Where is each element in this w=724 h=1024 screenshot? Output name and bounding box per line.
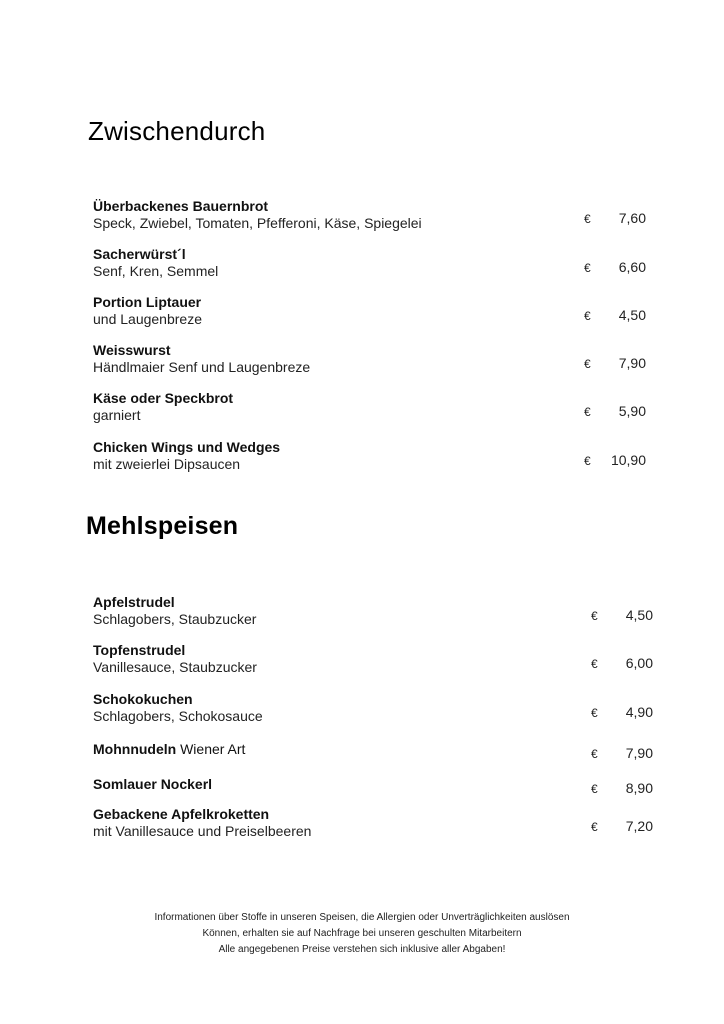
item-name: Somlauer Nockerl bbox=[93, 776, 213, 792]
item-name: Überbackenes Bauernbrot bbox=[93, 198, 269, 214]
menu-item bbox=[93, 198, 653, 232]
menu-item bbox=[93, 246, 653, 280]
price-amount: 7,20 bbox=[625, 818, 653, 834]
price-amount: 5,90 bbox=[618, 403, 646, 419]
footer-line: Können, erhalten sie auf Nachfrage bei unseren geschulten Mitarbeitern bbox=[202, 928, 522, 939]
item-price bbox=[591, 745, 653, 763]
item-price bbox=[584, 452, 646, 470]
item-description: Schlagobers, Schokosauce bbox=[93, 708, 263, 724]
currency-symbol: € bbox=[584, 454, 591, 468]
price-amount: 7,60 bbox=[618, 210, 646, 226]
item-price bbox=[584, 355, 646, 373]
menu-item bbox=[93, 691, 653, 725]
item-name: Portion Liptauer bbox=[93, 294, 202, 310]
allergen-footer bbox=[0, 910, 724, 958]
item-description: Speck, Zwiebel, Tomaten, Pfefferoni, Käse, Spiegelei bbox=[93, 215, 422, 231]
price-amount: 6,60 bbox=[618, 259, 646, 275]
currency-symbol: € bbox=[591, 747, 598, 761]
currency-symbol: € bbox=[591, 609, 598, 623]
item-inline-description: Wiener Art bbox=[180, 741, 246, 757]
menu-item bbox=[93, 806, 653, 840]
currency-symbol: € bbox=[591, 820, 598, 834]
menu-item bbox=[93, 594, 653, 628]
price-amount: 7,90 bbox=[625, 745, 653, 761]
menu-item bbox=[93, 439, 653, 473]
item-description: und Laugenbreze bbox=[93, 311, 202, 327]
currency-symbol: € bbox=[584, 261, 591, 275]
item-description: mit Vanillesauce und Preiselbeeren bbox=[93, 823, 312, 839]
item-description: Senf, Kren, Semmel bbox=[93, 263, 219, 279]
currency-symbol: € bbox=[591, 782, 598, 796]
item-price bbox=[584, 307, 646, 325]
item-name: Weisswurst bbox=[93, 342, 171, 358]
price-amount: 6,00 bbox=[625, 655, 653, 671]
item-description: Händlmaier Senf und Laugenbreze bbox=[93, 359, 311, 375]
price-amount: 10,90 bbox=[610, 452, 646, 468]
section-title-mehlspeisen: Mehlspeisen bbox=[86, 512, 239, 540]
currency-symbol: € bbox=[584, 405, 591, 419]
currency-symbol: € bbox=[584, 357, 591, 371]
item-name: Schokokuchen bbox=[93, 691, 193, 707]
item-price bbox=[584, 259, 646, 277]
menu-item bbox=[93, 294, 653, 328]
item-description: mit zweierlei Dipsaucen bbox=[93, 456, 241, 472]
menu-item bbox=[93, 741, 653, 758]
menu-item bbox=[93, 342, 653, 376]
item-price bbox=[591, 818, 653, 836]
currency-symbol: € bbox=[584, 212, 591, 226]
currency-symbol: € bbox=[584, 309, 591, 323]
item-name: Sacherwürst´l bbox=[93, 246, 186, 262]
price-amount: 8,90 bbox=[625, 780, 653, 796]
item-description: Schlagobers, Staubzucker bbox=[93, 611, 257, 627]
item-description: garniert bbox=[93, 407, 141, 423]
menu-item bbox=[93, 776, 653, 793]
item-name-text: Mohnnudeln bbox=[93, 741, 177, 757]
price-amount: 7,90 bbox=[618, 355, 646, 371]
item-name: Chicken Wings und Wedges bbox=[93, 439, 281, 455]
price-amount: 4,50 bbox=[618, 307, 646, 323]
footer-line: Alle angegebenen Preise verstehen sich inklusive aller Abgaben! bbox=[218, 944, 506, 955]
item-name: Gebackene Apfelkroketten bbox=[93, 806, 270, 822]
menu-item bbox=[93, 642, 653, 676]
section-title-zwischendurch: Zwischendurch bbox=[88, 116, 266, 146]
item-price bbox=[591, 655, 653, 673]
currency-symbol: € bbox=[591, 706, 598, 720]
item-price bbox=[591, 607, 653, 625]
currency-symbol: € bbox=[591, 657, 598, 671]
item-price bbox=[584, 403, 646, 421]
item-name: Apfelstrudel bbox=[93, 594, 175, 610]
item-description: Vanillesauce, Staubzucker bbox=[93, 659, 257, 675]
item-name bbox=[93, 741, 653, 758]
price-amount: 4,90 bbox=[625, 704, 653, 720]
menu-item bbox=[93, 390, 653, 424]
item-price bbox=[591, 780, 653, 798]
price-amount: 4,50 bbox=[625, 607, 653, 623]
item-price bbox=[584, 210, 646, 228]
item-name: Käse oder Speckbrot bbox=[93, 390, 234, 406]
footer-line: Informationen über Stoffe in unseren Speisen, die Allergien oder Unverträglichkeiten auslösen bbox=[154, 912, 570, 923]
item-name: Topfenstrudel bbox=[93, 642, 186, 658]
item-price bbox=[591, 704, 653, 722]
